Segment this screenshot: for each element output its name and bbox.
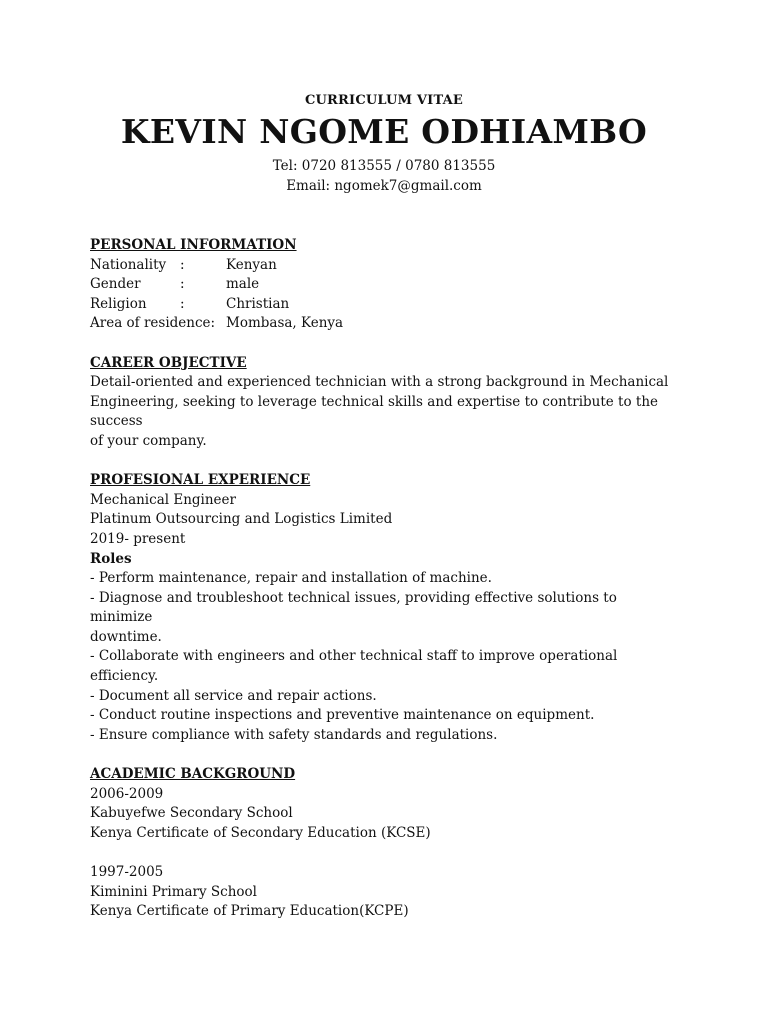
info-row-nationality — [90, 256, 680, 276]
objective-line: Engineering, seeking to leverage technical skills and expertise to contribute to the success — [90, 393, 659, 430]
education-school: Kabuyefwe Secondary School — [90, 805, 293, 822]
role-line: - Perform maintenance, repair and installation of machine. — [90, 570, 492, 587]
info-value: male — [226, 276, 260, 293]
role-line: - Conduct routine inspections and preventive maintenance on equipment. — [90, 707, 595, 724]
objective-line: of your company. — [90, 432, 207, 449]
job-company: Platinum Outsourcing and Logistics Limited — [90, 511, 393, 528]
job-period: 2019- present — [90, 530, 186, 547]
candidate-name: KEVIN NGOME ODHIAMBO — [120, 112, 648, 151]
info-label: Nationality — [90, 256, 167, 273]
roles-heading: Roles — [90, 550, 132, 567]
education-award: Kenya Certificate of Primary Education(KCPE) — [90, 903, 409, 920]
cv-body — [90, 236, 680, 922]
info-label: Religion — [90, 295, 147, 312]
info-row-residence — [90, 314, 680, 334]
job-position: Mechanical Engineer — [90, 491, 236, 508]
info-colon: : — [180, 295, 185, 312]
info-row-gender — [90, 275, 680, 295]
section-heading-experience: PROFESIONAL EXPERIENCE — [90, 472, 311, 489]
section-heading-academic: ACADEMIC BACKGROUND — [90, 766, 296, 783]
spacer — [90, 843, 680, 863]
info-value: Mombasa, Kenya — [226, 315, 344, 332]
role-line: - Diagnose and troubleshoot technical issues, providing effective solutions to minimize — [90, 589, 617, 626]
info-colon: : — [180, 256, 185, 273]
education-entry — [90, 863, 680, 922]
role-line: - Collaborate with engineers and other technical staff to improve operational efficiency. — [90, 648, 618, 685]
education-period: 2006-2009 — [90, 785, 164, 802]
objective-line: Detail-oriented and experienced technician with a strong background in Mechanical — [90, 374, 669, 391]
role-line: - Ensure compliance with safety standards and regulations. — [90, 726, 498, 743]
professional-experience-section — [90, 471, 680, 745]
email-line: Email: ngomek7@gmail.com — [286, 178, 482, 194]
info-label: Area of residence: — [90, 315, 216, 332]
info-value: Kenyan — [226, 256, 277, 273]
section-heading-personal: PERSONAL INFORMATION — [90, 237, 297, 253]
info-label: Gender — [90, 276, 141, 293]
info-row-religion — [90, 295, 680, 315]
document-title: CURRICULUM VITAE — [304, 93, 464, 108]
role-line: downtime. — [90, 628, 162, 645]
education-entry — [90, 785, 680, 844]
academic-background-section — [90, 765, 680, 922]
info-value: Christian — [226, 295, 290, 312]
career-objective-section — [90, 354, 680, 452]
education-period: 1997-2005 — [90, 864, 164, 880]
info-colon: : — [180, 276, 185, 293]
spacer — [90, 334, 680, 354]
education-school: Kiminini Primary School — [90, 883, 257, 900]
spacer — [90, 745, 680, 765]
role-line: - Document all service and repair actions. — [90, 687, 377, 704]
section-heading-objective: CAREER OBJECTIVE — [90, 354, 247, 371]
telephone-line: Tel: 0720 813555 / 0780 813555 — [272, 158, 496, 174]
spacer — [90, 452, 680, 472]
personal-information-section — [90, 236, 680, 334]
education-award: Kenya Certificate of Secondary Education (KCSE) — [90, 824, 431, 841]
